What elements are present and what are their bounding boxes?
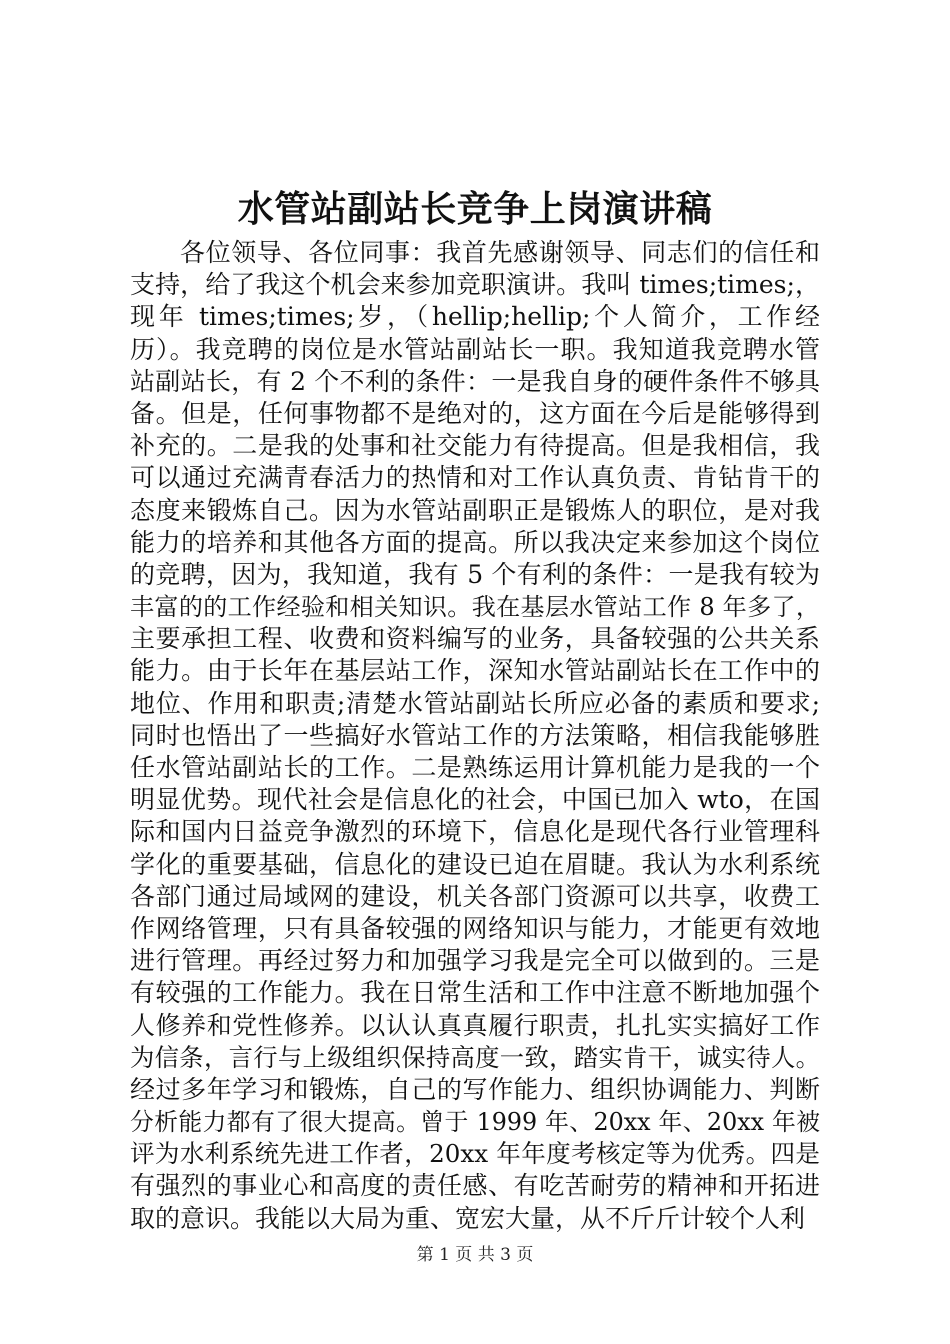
body-line: 有较强的工作能力。我在日常生活和工作中注意不断地加强个: [130, 978, 820, 1008]
body-line: 各位领导、各位同事：我首先感谢领导、同志们的信任和: [180, 238, 820, 267]
body-line: 的竞聘，因为，我知道，我有 5 个有利的条件：一是我有较为: [130, 559, 820, 589]
body-line: 站副站长，有 2 个不利的条件：一是我自身的硬件条件不够具: [130, 366, 820, 396]
body-line: 丰富的的工作经验和相关知识。我在基层水管站工作 8 年多了，: [130, 593, 820, 622]
body-line: 分析能力都有了很大提高。曾于 1999 年、20xx 年、20xx 年被: [130, 1108, 820, 1137]
body-line: 能力。由于长年在基层站工作，深知水管站副站长在工作中的: [130, 656, 820, 686]
body-line: 有强烈的事业心和高度的责任感、有吃苦耐劳的精神和开拓进: [130, 1171, 820, 1201]
body-line: 现年 times;times;岁，（hellip;hellip;个人简介，工作经: [130, 302, 820, 332]
body-line: 际和国内日益竞争激烈的环境下，信息化是现代各行业管理科: [130, 817, 820, 847]
document-title: 水管站副站长竞争上岗演讲稿: [237, 188, 713, 230]
body-line: 历）。我竞聘的岗位是水管站副站长一职。我知道我竞聘水管: [130, 334, 820, 364]
body-line: 主要承担工程、收费和资料编写的业务，具备较强的公共关系: [130, 624, 820, 654]
body-line: 取的意识。我能以大局为重、宽宏大量，从不斤斤计较个人利: [130, 1203, 806, 1233]
body-line: 学化的重要基础，信息化的建设已迫在眉睫。我认为水利系统: [130, 849, 820, 879]
body-line: 人修养和党性修养。以认认真真履行职责，扎扎实实搞好工作: [130, 1010, 820, 1040]
body-line: 支持，给了我这个机会来参加竞职演讲。我叫 times;times;，: [130, 270, 820, 300]
body-line: 各部门通过局域网的建设，机关各部门资源可以共享，收费工: [130, 881, 820, 911]
body-line: 态度来锻炼自己。因为水管站副职正是锻炼人的职位，是对我: [130, 495, 820, 525]
body-line: 作网络管理，只有具备较强的网络知识与能力，才能更有效地: [130, 913, 820, 943]
body-line: 为信条，言行与上级组织保持高度一致，踏实肯干，诚实待人。: [130, 1042, 820, 1072]
body-line: 明显优势。现代社会是信息化的社会，中国已加入 wto，在国: [130, 785, 820, 815]
body-line: 进行管理。再经过努力和加强学习我是完全可以做到的。三是: [130, 946, 820, 976]
document-body: [130, 237, 820, 1235]
body-line: 任水管站副站长的工作。二是熟练运用计算机能力是我的一个: [130, 753, 820, 782]
page-footer: 第 1 页 共 3 页: [416, 1245, 534, 1265]
body-line: 能力的培养和其他各方面的提高。所以我决定来参加这个岗位: [130, 527, 820, 557]
body-line: 同时也悟出了一些搞好水管站工作的方法策略，相信我能够胜: [130, 720, 820, 750]
body-line: 可以通过充满青春活力的热情和对工作认真负责、肯钻肯干的: [130, 463, 820, 493]
body-line: 评为水利系统先进工作者，20xx 年年度考核定等为优秀。四是: [130, 1139, 820, 1169]
body-line: 补充的。二是我的处事和社交能力有待提高。但是我相信，我: [130, 431, 820, 461]
body-line: 地位、作用和职责;清楚水管站副站长所应必备的素质和要求;: [130, 688, 820, 718]
body-line: 备。但是，任何事物都不是绝对的，这方面在今后是能够得到: [130, 398, 820, 428]
body-line: 经过多年学习和锻炼，自己的写作能力、组织协调能力、判断: [130, 1074, 820, 1104]
